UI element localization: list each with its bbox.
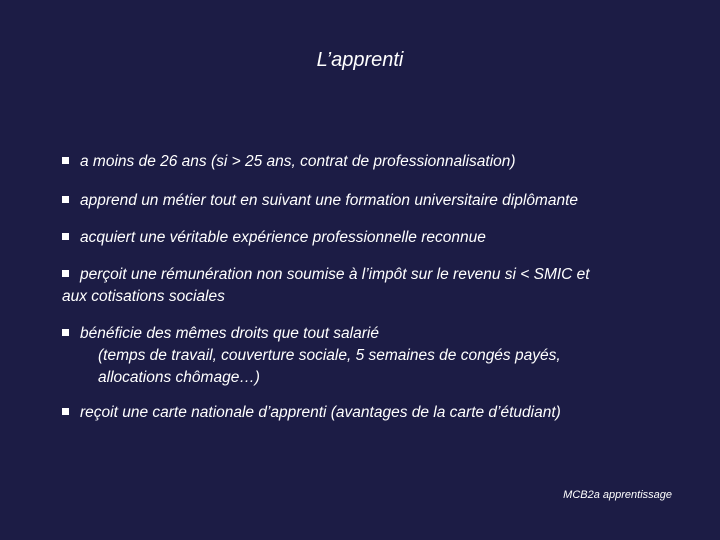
- bullet-item: [62, 264, 692, 308]
- bullet-item: [62, 323, 692, 389]
- bullet-item: [62, 227, 692, 249]
- bullet-item: [62, 190, 692, 212]
- square-bullet-icon: [62, 196, 69, 203]
- bullet-text: acquiert une véritable expérience professionnelle reconnue: [80, 229, 486, 246]
- bullet-subtext: allocations chômage…): [98, 369, 260, 386]
- slide-title: L’apprenti: [316, 49, 404, 71]
- bullet-subtext: (temps de travail, couverture sociale, 5 semaines de congés payés,: [98, 347, 561, 364]
- square-bullet-icon: [62, 233, 69, 240]
- square-bullet-icon: [62, 408, 69, 415]
- bullet-text: bénéficie des mêmes droits que tout salarié: [80, 325, 379, 342]
- square-bullet-icon: [62, 270, 69, 277]
- square-bullet-icon: [62, 329, 69, 336]
- bullet-text: a moins de 26 ans (si > 25 ans, contrat de professionnalisation): [80, 153, 516, 170]
- bullet-text: perçoit une rémunération non soumise à l’impôt sur le revenu si < SMIC et: [80, 266, 590, 283]
- slide-footer: MCB2a apprentissage: [563, 489, 672, 501]
- bullet-text: apprend un métier tout en suivant une formation universitaire diplômante: [80, 192, 579, 209]
- bullet-text: reçoit une carte nationale d’apprenti (avantages de la carte d’étudiant): [80, 404, 561, 421]
- square-bullet-icon: [62, 157, 69, 164]
- bullet-text-continued: aux cotisations sociales: [62, 288, 225, 305]
- bullet-item: [62, 402, 692, 424]
- bullet-item: [62, 151, 692, 173]
